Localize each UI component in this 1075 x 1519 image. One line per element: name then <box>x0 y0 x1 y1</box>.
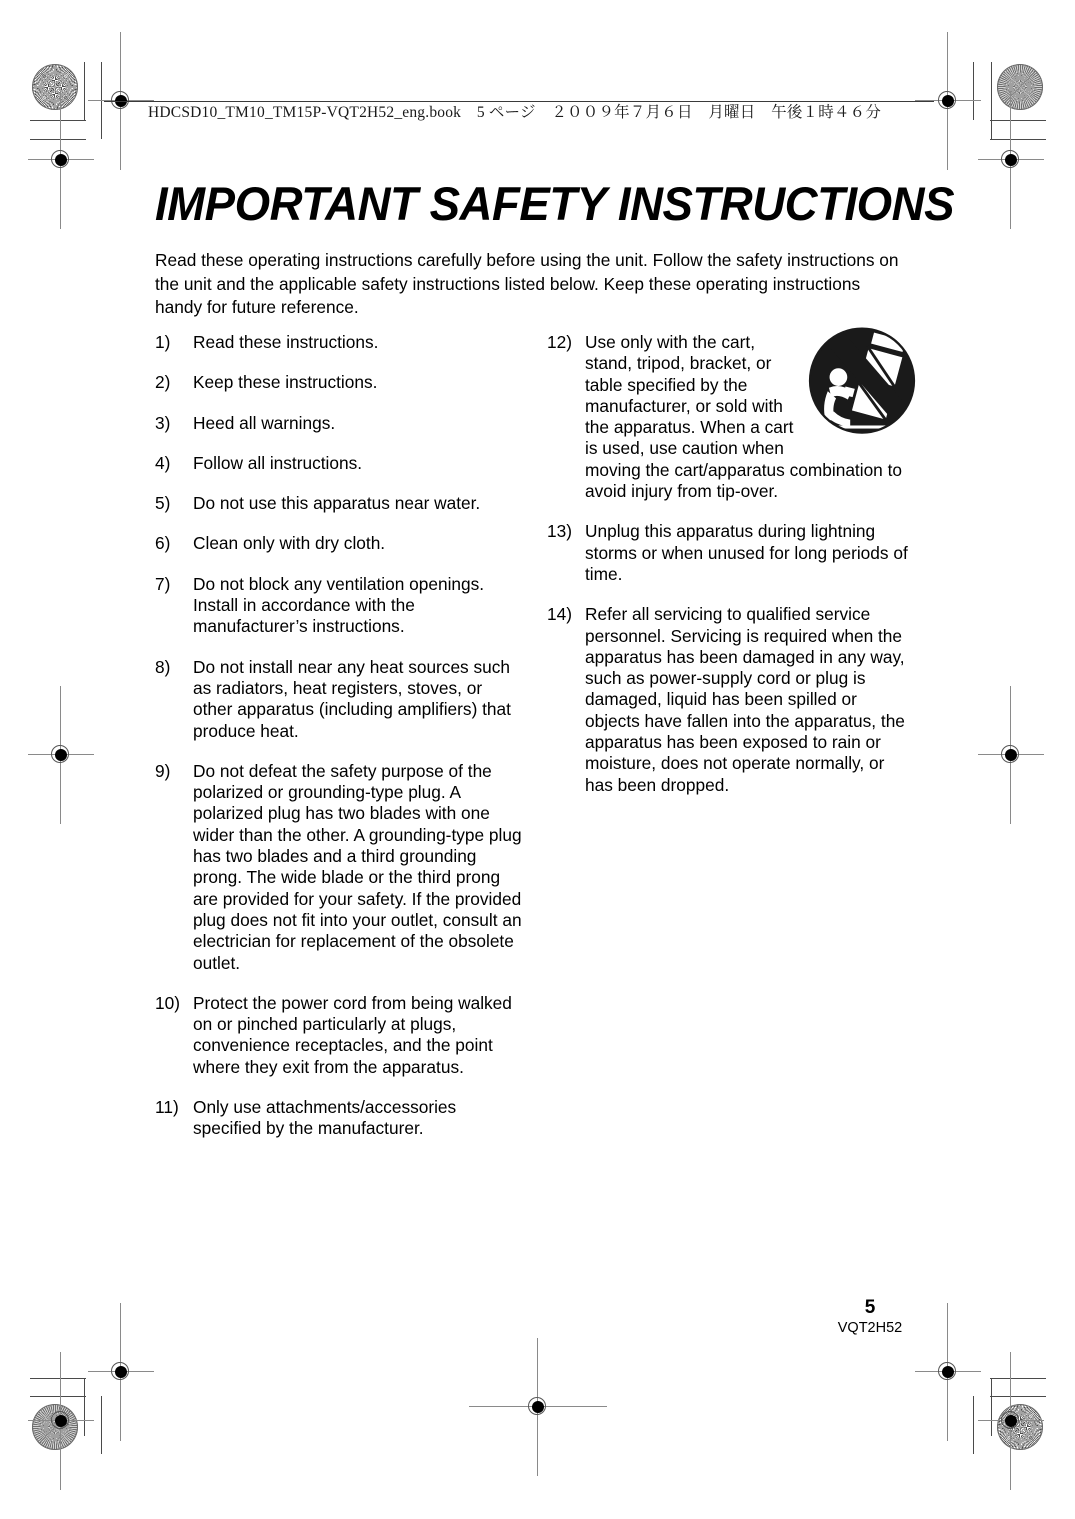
list-item-text: Unplug this apparatus during lightning storms or when unused for long periods of time. <box>585 521 908 584</box>
crop-mark <box>30 1396 86 1397</box>
list-item-number: 12) <box>547 332 572 352</box>
crop-mark <box>84 1378 85 1436</box>
safety-list-left <box>155 332 523 1140</box>
crosshair-registration-mark-middle-right <box>994 738 1028 772</box>
crop-mark <box>990 139 1046 140</box>
list-item-text: Do not block any ventilation openings. Install in accordance with the manufacturer’s instructions. <box>193 573 485 637</box>
list-item <box>155 993 523 1078</box>
crosshair-registration-mark-lower-right <box>931 1355 965 1389</box>
list-item-text: Protect the power cord from being walked on or pinched particularly at plugs, convenience receptacles, and the point where they exit from the apparatus. <box>193 992 512 1077</box>
crop-mark <box>101 1396 102 1454</box>
list-item-text: Only use attachments/accessories specified by the manufacturer. <box>193 1097 457 1139</box>
list-item-number: 11) <box>155 1097 179 1118</box>
list-item <box>155 533 523 554</box>
crop-mark <box>30 139 86 140</box>
list-item-number: 13) <box>547 521 572 542</box>
left-column <box>155 332 523 1159</box>
crop-mark <box>991 62 992 139</box>
crosshair-registration-mark-upper-left <box>44 143 78 177</box>
list-item <box>155 657 523 742</box>
list-item <box>155 493 523 514</box>
list-item-number: 2) <box>155 372 171 393</box>
list-item <box>547 332 915 502</box>
cart-tipover-warning-icon <box>803 324 921 442</box>
right-column <box>547 332 915 815</box>
starburst-registration-mark-bottom-right <box>997 1404 1043 1450</box>
crop-mark <box>991 1378 992 1436</box>
list-item-number: 14) <box>547 604 572 625</box>
crop-mark <box>973 62 974 120</box>
crop-mark <box>30 1378 86 1379</box>
list-item <box>155 332 523 353</box>
list-item <box>155 761 523 974</box>
crosshair-registration-mark-top-right <box>931 84 965 118</box>
crop-mark <box>973 1396 974 1454</box>
list-item <box>155 574 523 638</box>
crosshair-registration-mark-lower-left <box>104 1355 138 1389</box>
list-item <box>155 1097 523 1140</box>
list-item-text: Follow all instructions. <box>193 452 363 473</box>
list-item-number: 1) <box>155 332 171 352</box>
starburst-registration-mark-top-right <box>997 64 1043 110</box>
crosshair-registration-mark-upper-right <box>994 143 1028 177</box>
header-file-info: HDCSD10_TM10_TM15P-VQT2H52_eng.book 5 ページ ２００９年７月６日 月曜日 午後１時４６分 <box>148 104 882 121</box>
crop-mark <box>990 1396 1046 1397</box>
page-content <box>155 177 954 1139</box>
list-item <box>547 521 915 585</box>
crosshair-registration-mark-bottom-center <box>521 1390 555 1424</box>
crop-mark <box>101 62 102 139</box>
list-item <box>155 413 523 434</box>
list-item-number: 9) <box>155 760 171 781</box>
list-item-number: 7) <box>155 573 171 594</box>
list-item-number: 4) <box>155 452 171 473</box>
page-footer <box>825 1297 915 1337</box>
list-item <box>155 372 523 393</box>
starburst-registration-mark-top-left <box>32 64 78 110</box>
list-item-number: 6) <box>155 533 171 554</box>
part-number: VQT2H52 <box>837 1320 903 1336</box>
intro-paragraph: Read these operating instructions carefully before using the unit. Follow the safety instructions on the unit and the applicable safety instructions listed below. Keep these operating instructions handy for future reference. <box>155 250 899 317</box>
crop-mark <box>990 1378 1046 1379</box>
list-item-text: Do not install near any heat sources such as radiators, heat registers, stoves, or other apparatus (including amplifiers) that produce heat. <box>193 656 511 741</box>
crop-mark <box>84 62 85 120</box>
list-item-text: Clean only with dry cloth. <box>193 533 386 554</box>
list-item-text: Read these instructions. <box>193 332 379 352</box>
page-number: 5 <box>864 1297 876 1318</box>
list-item-number: 3) <box>155 412 171 433</box>
safety-list-right <box>547 332 915 796</box>
list-item-number: 10) <box>155 992 180 1013</box>
list-item-number: 8) <box>155 656 171 677</box>
list-item <box>547 604 915 796</box>
crop-mark <box>990 120 1046 121</box>
list-item-text: Do not use this apparatus near water. <box>193 493 481 514</box>
list-item-text: Refer all servicing to qualified service personnel. Servicing is required when the apparatus has been damaged in any way, such as power-supply cord or plug is damaged, liquid has been spilled or objects have fallen into the apparatus, the apparatus has been exposed to rain or moisture, does not operate normally, or has been dropped. <box>585 604 905 795</box>
list-item-text: Do not defeat the safety purpose of the polarized or grounding-type plug. A polarized plug has two blades with one wider than the other. A grounding-type plug has two blades and a third grounding prong. The wide blade or the third prong are provided for your safety. If the provided plug does not fit into your outlet, consult an electrician for replacement of the obsolete outlet. <box>193 760 522 973</box>
crop-mark <box>30 120 86 121</box>
list-item-text: Heed all warnings. <box>193 412 336 433</box>
list-item-text: Keep these instructions. <box>193 372 378 393</box>
crosshair-registration-mark-middle-left <box>44 738 78 772</box>
page-title: IMPORTANT SAFETY INSTRUCTIONS <box>155 177 954 230</box>
starburst-registration-mark-bottom-left <box>32 1404 78 1450</box>
list-item <box>155 453 523 474</box>
list-item-text: Use only with the cart, stand, tripod, bracket, or table specified by the manufacturer, or sold with the apparatus. When a cart is used, use caution when moving the cart/apparatus combination to avoid injury from tip-over. <box>585 332 903 502</box>
list-item-number: 5) <box>155 493 171 514</box>
